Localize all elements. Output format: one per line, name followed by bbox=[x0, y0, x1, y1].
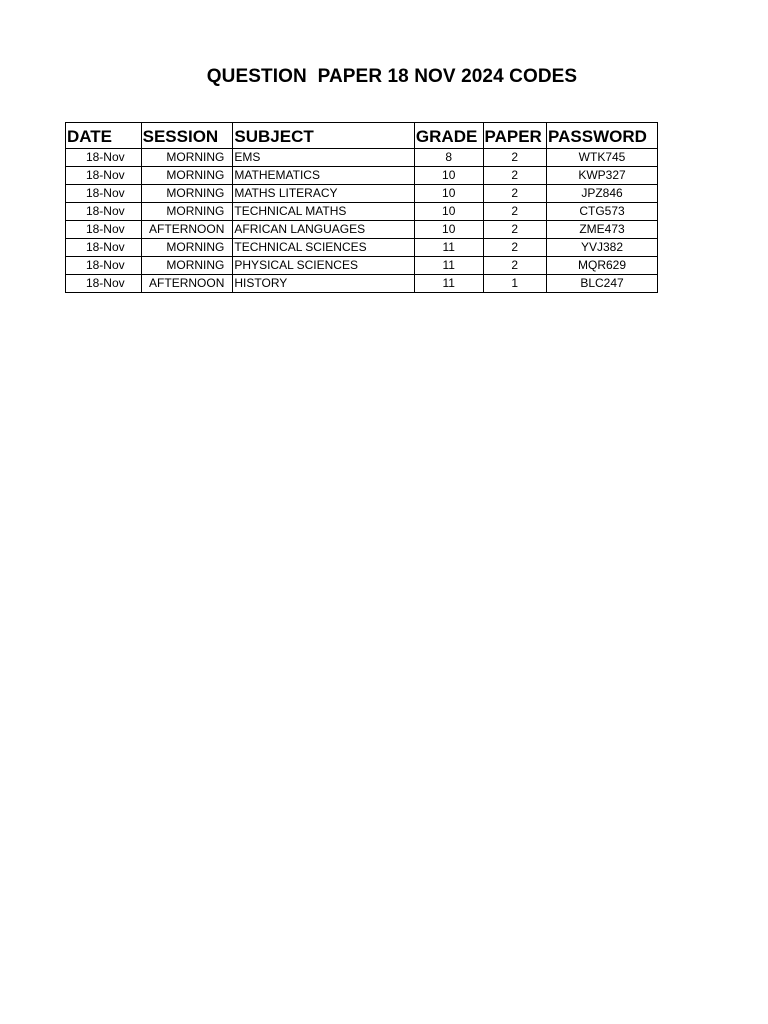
header-date: DATE bbox=[66, 123, 142, 149]
cell-subject: EMS bbox=[233, 149, 415, 167]
page-title: QUESTION PAPER 18 NOV 2024 CODES bbox=[206, 66, 578, 87]
table-row bbox=[66, 239, 658, 257]
cell-session: MORNING bbox=[141, 203, 233, 221]
cell-session: MORNING bbox=[141, 257, 233, 275]
cell-grade: 11 bbox=[414, 239, 483, 257]
table-row bbox=[66, 257, 658, 275]
table-row bbox=[66, 149, 658, 167]
cell-password: MQR629 bbox=[547, 257, 658, 275]
cell-grade: 10 bbox=[414, 185, 483, 203]
cell-paper: 2 bbox=[483, 149, 547, 167]
codes-table bbox=[65, 122, 658, 293]
table-row bbox=[66, 221, 658, 239]
cell-date: 18-Nov bbox=[66, 203, 142, 221]
cell-subject: HISTORY bbox=[233, 275, 415, 293]
cell-grade: 11 bbox=[414, 275, 483, 293]
cell-paper: 2 bbox=[483, 167, 547, 185]
cell-subject: AFRICAN LANGUAGES bbox=[233, 221, 415, 239]
header-password: PASSWORD bbox=[547, 123, 658, 149]
cell-date: 18-Nov bbox=[66, 149, 142, 167]
cell-paper: 2 bbox=[483, 185, 547, 203]
cell-grade: 10 bbox=[414, 221, 483, 239]
cell-grade: 10 bbox=[414, 167, 483, 185]
cell-date: 18-Nov bbox=[66, 239, 142, 257]
header-session: SESSION bbox=[141, 123, 233, 149]
cell-subject: TECHNICAL MATHS bbox=[233, 203, 415, 221]
cell-paper: 2 bbox=[483, 221, 547, 239]
cell-date: 18-Nov bbox=[66, 167, 142, 185]
cell-subject: MATHS LITERACY bbox=[233, 185, 415, 203]
cell-date: 18-Nov bbox=[66, 185, 142, 203]
header-subject: SUBJECT bbox=[233, 123, 415, 149]
cell-session: MORNING bbox=[141, 239, 233, 257]
cell-paper: 2 bbox=[483, 239, 547, 257]
cell-paper: 1 bbox=[483, 275, 547, 293]
cell-grade: 11 bbox=[414, 257, 483, 275]
cell-subject: TECHNICAL SCIENCES bbox=[233, 239, 415, 257]
cell-session: AFTERNOON bbox=[141, 275, 233, 293]
cell-password: KWP327 bbox=[547, 167, 658, 185]
cell-grade: 10 bbox=[414, 203, 483, 221]
table-row bbox=[66, 185, 658, 203]
cell-subject: PHYSICAL SCIENCES bbox=[233, 257, 415, 275]
table-header-row bbox=[66, 123, 658, 149]
cell-password: WTK745 bbox=[547, 149, 658, 167]
header-grade: GRADE bbox=[414, 123, 483, 149]
table-row bbox=[66, 275, 658, 293]
table-row bbox=[66, 167, 658, 185]
cell-session: AFTERNOON bbox=[141, 221, 233, 239]
cell-subject: MATHEMATICS bbox=[233, 167, 415, 185]
table-body bbox=[66, 149, 658, 293]
cell-session: MORNING bbox=[141, 149, 233, 167]
cell-session: MORNING bbox=[141, 167, 233, 185]
cell-password: CTG573 bbox=[547, 203, 658, 221]
cell-session: MORNING bbox=[141, 185, 233, 203]
cell-date: 18-Nov bbox=[66, 257, 142, 275]
header-paper: PAPER bbox=[483, 123, 547, 149]
cell-paper: 2 bbox=[483, 257, 547, 275]
cell-date: 18-Nov bbox=[66, 275, 142, 293]
cell-date: 18-Nov bbox=[66, 221, 142, 239]
cell-password: ZME473 bbox=[547, 221, 658, 239]
cell-password: JPZ846 bbox=[547, 185, 658, 203]
table-row bbox=[66, 203, 658, 221]
cell-password: YVJ382 bbox=[547, 239, 658, 257]
cell-password: BLC247 bbox=[547, 275, 658, 293]
cell-grade: 8 bbox=[414, 149, 483, 167]
cell-paper: 2 bbox=[483, 203, 547, 221]
